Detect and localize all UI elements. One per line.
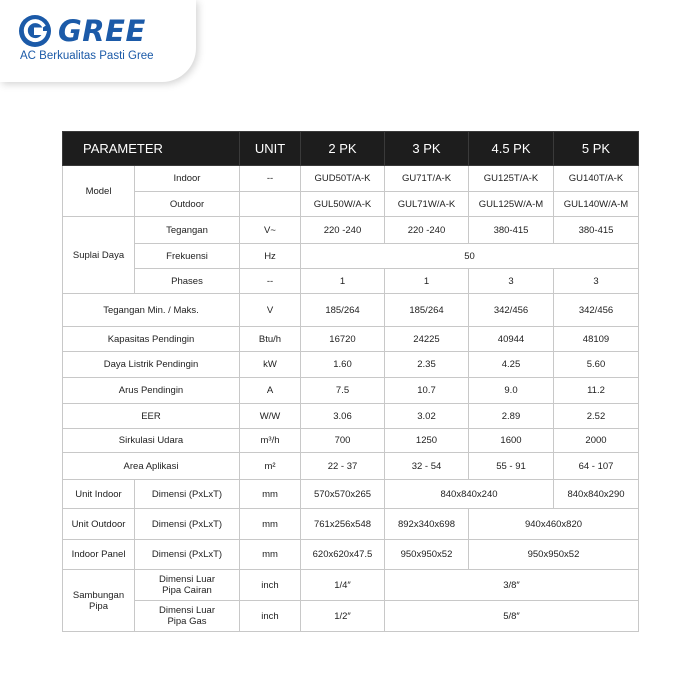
value-cell: 220 -240 (301, 217, 385, 244)
row-label-line2: Pipa Cairan (162, 585, 212, 596)
table-row (63, 327, 639, 352)
value-cell: 48109 (554, 327, 639, 352)
spec-table (62, 131, 639, 632)
table-row (63, 244, 639, 269)
value-cell: 3.06 (301, 404, 385, 429)
value-cell: GUL140W/A-M (554, 192, 639, 217)
value-cell: 1/4″ (301, 570, 385, 601)
table-row (63, 429, 639, 453)
row-label: Frekuensi (135, 244, 240, 269)
value-cell: 840x840x240 (385, 480, 554, 509)
row-label: Arus Pendingin (63, 378, 240, 404)
row-label (135, 601, 240, 632)
row-label: Dimensi (PxLxT) (135, 480, 240, 509)
group-label-pipe-line1: Sambungan (72, 589, 125, 601)
row-label-line2: Pipa Gas (167, 616, 207, 627)
unit-cell: Hz (240, 244, 301, 269)
value-cell: 16720 (301, 327, 385, 352)
value-cell: 950x950x52 (385, 540, 469, 570)
table-row (63, 480, 639, 509)
value-cell: 570x570x265 (301, 480, 385, 509)
value-cell: 32 - 54 (385, 453, 469, 480)
value-cell: 24225 (385, 327, 469, 352)
table-row (63, 352, 639, 378)
row-label: Dimensi (PxLxT) (135, 540, 240, 570)
group-label-model: Model (63, 166, 135, 217)
unit-cell (240, 192, 301, 217)
value-cell: 380-415 (469, 217, 554, 244)
table-row (63, 540, 639, 570)
value-cell: GUL125W/A-M (469, 192, 554, 217)
value-cell: 342/456 (469, 294, 554, 327)
value-cell: 2.35 (385, 352, 469, 378)
unit-cell: inch (240, 601, 301, 632)
group-label-indoor-panel: Indoor Panel (63, 540, 135, 570)
value-cell: 2.52 (554, 404, 639, 429)
group-label-pipe-line2: Pipa (88, 600, 108, 612)
table-row (63, 217, 639, 244)
table-row (63, 192, 639, 217)
value-cell: 220 -240 (385, 217, 469, 244)
row-label: Indoor (135, 166, 240, 192)
group-label-unit-outdoor: Unit Outdoor (63, 509, 135, 540)
row-label: Tegangan Min. / Maks. (63, 294, 240, 327)
gree-g-logo-icon (18, 14, 52, 48)
value-cell: 185/264 (301, 294, 385, 327)
value-cell: 940x460x820 (469, 509, 639, 540)
value-cell: 5/8″ (385, 601, 639, 632)
value-cell: 1250 (385, 429, 469, 453)
value-cell: 380-415 (554, 217, 639, 244)
value-cell: 11.2 (554, 378, 639, 404)
table-row (63, 404, 639, 429)
value-cell: 40944 (469, 327, 554, 352)
table-row (63, 269, 639, 294)
value-cell: GU140T/A-K (554, 166, 639, 192)
table-row (63, 166, 639, 192)
unit-cell: kW (240, 352, 301, 378)
value-cell: 1 (385, 269, 469, 294)
value-cell: 2.89 (469, 404, 554, 429)
unit-cell: -- (240, 166, 301, 192)
value-cell: 3.02 (385, 404, 469, 429)
tagline: AC Berkualitas Pasti Gree (20, 50, 154, 62)
value-cell: GUD50T/A-K (301, 166, 385, 192)
row-label (135, 570, 240, 601)
table-row (63, 294, 639, 327)
value-cell: 3/8″ (385, 570, 639, 601)
value-cell: 9.0 (469, 378, 554, 404)
value-cell: 950x950x52 (469, 540, 639, 570)
value-cell: 185/264 (385, 294, 469, 327)
unit-cell: mm (240, 509, 301, 540)
unit-cell: m³/h (240, 429, 301, 453)
table-header-row (63, 132, 639, 166)
value-cell: GU125T/A-K (469, 166, 554, 192)
value-cell: 5.60 (554, 352, 639, 378)
value-cell: 4.25 (469, 352, 554, 378)
unit-cell: V (240, 294, 301, 327)
group-label-pipe (63, 570, 135, 632)
unit-cell: A (240, 378, 301, 404)
unit-cell: -- (240, 269, 301, 294)
row-label: Outdoor (135, 192, 240, 217)
unit-cell: W/W (240, 404, 301, 429)
table-row (63, 378, 639, 404)
row-label: Phases (135, 269, 240, 294)
value-cell: 342/456 (554, 294, 639, 327)
logo (18, 14, 146, 48)
unit-cell: mm (240, 540, 301, 570)
row-label-line1: Dimensi Luar (159, 574, 215, 585)
group-label-unit-indoor: Unit Indoor (63, 480, 135, 509)
logo-text: GREE (58, 14, 146, 48)
value-cell: GUL50W/A-K (301, 192, 385, 217)
header-parameter: PARAMETER (63, 132, 240, 166)
value-cell: GU71T/A-K (385, 166, 469, 192)
unit-cell: V~ (240, 217, 301, 244)
header-unit: UNIT (240, 132, 301, 166)
row-label-line1: Dimensi Luar (159, 605, 215, 616)
value-cell: 1.60 (301, 352, 385, 378)
value-cell: 22 - 37 (301, 453, 385, 480)
value-cell: GUL71W/A-K (385, 192, 469, 217)
unit-cell: Btu/h (240, 327, 301, 352)
value-cell: 1/2″ (301, 601, 385, 632)
value-cell: 700 (301, 429, 385, 453)
table-row (63, 601, 639, 632)
value-cell: 840x840x290 (554, 480, 639, 509)
row-label: Kapasitas Pendingin (63, 327, 240, 352)
row-label: Daya Listrik Pendingin (63, 352, 240, 378)
value-cell: 50 (301, 244, 639, 269)
value-cell: 620x620x47.5 (301, 540, 385, 570)
unit-cell: m² (240, 453, 301, 480)
table-row (63, 570, 639, 601)
header-2pk: 2 PK (301, 132, 385, 166)
header-3pk: 3 PK (385, 132, 469, 166)
row-label: Area Aplikasi (63, 453, 240, 480)
row-label: Sirkulasi Udara (63, 429, 240, 453)
row-label: Dimensi (PxLxT) (135, 509, 240, 540)
value-cell: 1 (301, 269, 385, 294)
group-label-power: Suplai Daya (63, 217, 135, 294)
header-5pk: 5 PK (554, 132, 639, 166)
value-cell: 761x256x548 (301, 509, 385, 540)
value-cell: 64 - 107 (554, 453, 639, 480)
unit-cell: mm (240, 480, 301, 509)
value-cell: 3 (469, 269, 554, 294)
header-4-5pk: 4.5 PK (469, 132, 554, 166)
table-row (63, 509, 639, 540)
value-cell: 3 (554, 269, 639, 294)
row-label: Tegangan (135, 217, 240, 244)
value-cell: 55 - 91 (469, 453, 554, 480)
brand-header (0, 0, 196, 82)
value-cell: 10.7 (385, 378, 469, 404)
value-cell: 892x340x698 (385, 509, 469, 540)
unit-cell: inch (240, 570, 301, 601)
value-cell: 2000 (554, 429, 639, 453)
value-cell: 7.5 (301, 378, 385, 404)
value-cell: 1600 (469, 429, 554, 453)
table-row (63, 453, 639, 480)
row-label: EER (63, 404, 240, 429)
